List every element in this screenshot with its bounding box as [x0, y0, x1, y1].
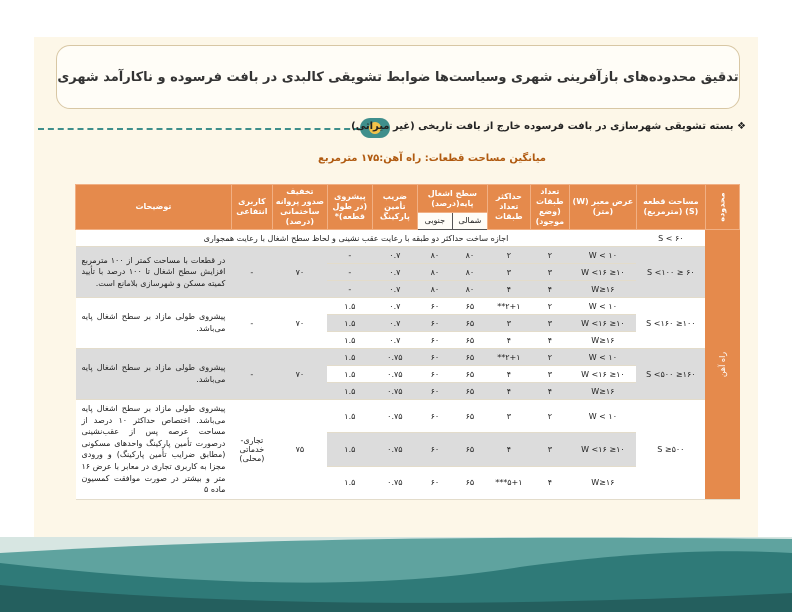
floors-cell: ۲: [530, 400, 569, 433]
south-cell: ۶۰: [417, 349, 452, 366]
parking-cell: ۰.۷: [372, 315, 417, 332]
south-cell: ۶۰: [417, 366, 452, 383]
section-subtitle: [351, 121, 746, 132]
lot-area-cell: ۱۰۰≤ S <۱۶۰: [636, 298, 705, 349]
south-cell: ۸۰: [417, 264, 452, 281]
south-cell: ۶۰: [417, 332, 452, 349]
projection-cell: ۱.۵: [327, 366, 372, 383]
header-base-occupancy: سطح اشغال پایه(درصد): [417, 185, 487, 213]
north-cell: ۶۵: [452, 332, 487, 349]
regulations-table: [75, 184, 740, 500]
projection-cell: ۱.۵: [327, 315, 372, 332]
dashed-divider: [38, 128, 360, 130]
lot-area-cell: ۶۰ ≤ S <۱۰۰: [636, 247, 705, 298]
north-cell: ۸۰: [452, 264, 487, 281]
bullet-icon: ❖: [737, 121, 746, 132]
table-row: [76, 400, 740, 433]
description-cell: پیشروی طولی مازاد بر سطح اشغال پایه می‌باشد. اختصاص حداکثر ۱۰ درصد از مساحت عرصه پس از عقب‌نشینی درصورت تأمین پارکینگ واحدهای مسکونی (مطابق ضرایب تأمین پارکینگ) و ورودی مجزا به کاربری تجاری در معابر با عرض ۱۶ متر و بیشتر در صورت موافقت کمسیون ماده ۵: [76, 400, 232, 500]
header-region: محدوده: [705, 185, 739, 230]
floors-cell: ۲: [530, 349, 569, 366]
projection-cell: -: [327, 264, 372, 281]
max-floors-cell: ۴: [487, 281, 530, 298]
width-cell: W≥۱۶: [569, 281, 636, 298]
lot-area-cell: S ≥۵۰۰: [636, 400, 705, 500]
parking-cell: ۰.۷: [372, 247, 417, 264]
discount-cell: ۷۰: [272, 247, 327, 298]
header-transfer-use: کاربری انتفاعی: [231, 185, 272, 230]
discount-cell: ۷۰: [272, 349, 327, 400]
page-title: تدقیق محدوده‌های بازآفرینی شهری وسیاست‌ها ضوابط تشویقی کالبدی در بافت فرسوده و ناکارآمد شهری: [57, 69, 739, 85]
projection-cell: ۱.۵: [327, 349, 372, 366]
north-cell: ۶۵: [452, 366, 487, 383]
width-cell: ۱۰≤ W <۱۶: [569, 264, 636, 281]
average-area-label: میانگین مساحت قطعات:: [424, 153, 546, 164]
average-area: [318, 153, 546, 164]
projection-cell: ۱.۵: [327, 433, 372, 466]
width-cell: ۱۰≤ W <۱۶: [569, 433, 636, 466]
table-row: [76, 298, 740, 315]
floors-cell: ۳: [530, 315, 569, 332]
north-cell: ۸۰: [452, 281, 487, 298]
width-cell: W≥۱۶: [569, 466, 636, 499]
region-cell: راه آهن: [705, 230, 739, 500]
max-floors-cell: ۲+۱**: [487, 349, 530, 366]
floors-cell: ۲: [530, 298, 569, 315]
parking-cell: ۰.۷۵: [372, 383, 417, 400]
floors-cell: ۴: [530, 332, 569, 349]
projection-cell: -: [327, 247, 372, 264]
north-cell: ۸۰: [452, 247, 487, 264]
header-lot-area: مساحت قطعه (S) (مترمربع): [636, 185, 705, 230]
projection-cell: ۱.۵: [327, 332, 372, 349]
header-floors-existing: تعداد طبقات (وضع موجود): [530, 185, 569, 230]
span-note-cell: اجازه ساخت حداکثر دو طبقه با رعایت عقب نشینی و لحاظ سطح اشغال با رعایت همجواری: [76, 230, 637, 247]
max-floors-cell: ۳: [487, 400, 530, 433]
south-cell: ۶۰: [417, 466, 452, 499]
north-cell: ۶۵: [452, 315, 487, 332]
header-projection: پیشروی (در طول قطعه)*: [327, 185, 372, 230]
max-floors-cell: ۴: [487, 366, 530, 383]
width-cell: ۱۰≤ W <۱۶: [569, 366, 636, 383]
north-cell: ۶۵: [452, 400, 487, 433]
floors-cell: ۳: [530, 264, 569, 281]
max-floors-cell: ۲: [487, 247, 530, 264]
max-floors-cell: ۴: [487, 332, 530, 349]
parking-cell: ۰.۷: [372, 332, 417, 349]
parking-cell: ۰.۷: [372, 264, 417, 281]
projection-cell: ۱.۵: [327, 466, 372, 499]
description-cell: در قطعات با مساحت کمتر از ۱۰۰ مترمربع افزایش سطح اشغال تا ۱۰۰ درصد با تأیید کمیته مسکن و شهرسازی بلامانع است.: [76, 247, 232, 298]
south-cell: ۸۰: [417, 281, 452, 298]
header-south: جنوبی: [417, 213, 452, 230]
table-row: [76, 247, 740, 264]
parking-cell: ۰.۷: [372, 298, 417, 315]
max-floors-cell: ۵+۱***: [487, 466, 530, 499]
south-cell: ۶۰: [417, 298, 452, 315]
header-parking-coef: ضریب تأمین پارکینگ: [372, 185, 417, 230]
parking-cell: ۰.۷۵: [372, 400, 417, 433]
average-area-value: راه آهن:۱۷۵ مترمربع: [317, 153, 422, 164]
header-max-floors: حداکثر تعداد طبقات: [487, 185, 530, 230]
table-header-row: [76, 185, 740, 213]
max-floors-cell: ۳: [487, 315, 530, 332]
north-cell: ۶۵: [452, 349, 487, 366]
lot-area-cell: ۱۶۰≤ S <۵۰۰: [636, 349, 705, 400]
max-floors-cell: ۳: [487, 264, 530, 281]
discount-cell: ۷۰: [272, 298, 327, 349]
description-cell: پیشروی طولی مازاد بر سطح اشغال پایه می‌باشد.: [76, 349, 232, 400]
projection-cell: ۱.۵: [327, 400, 372, 433]
projection-cell: ۱.۵: [327, 383, 372, 400]
max-floors-cell: ۴: [487, 383, 530, 400]
width-cell: W < ۱۰: [569, 349, 636, 366]
parking-cell: ۰.۷: [372, 281, 417, 298]
width-cell: W≥۱۶: [569, 383, 636, 400]
discount-cell: ۷۵: [272, 400, 327, 500]
lot-area-cell: S < ۶۰: [636, 230, 705, 247]
footer-wave-decoration: [0, 523, 792, 612]
south-cell: ۶۰: [417, 315, 452, 332]
parking-cell: ۰.۷۵: [372, 433, 417, 466]
north-cell: ۶۵: [452, 383, 487, 400]
floors-cell: ۳: [530, 366, 569, 383]
width-cell: W≥۱۶: [569, 332, 636, 349]
title-box: [56, 45, 740, 109]
width-cell: W < ۱۰: [569, 247, 636, 264]
north-cell: ۶۵: [452, 433, 487, 466]
projection-cell: -: [327, 281, 372, 298]
north-cell: ۶۵: [452, 466, 487, 499]
header-description: توضیحات: [76, 185, 232, 230]
use-cell: -: [231, 247, 272, 298]
south-cell: ۶۰: [417, 433, 452, 466]
table-row: [76, 230, 740, 247]
floors-cell: ۴: [530, 383, 569, 400]
width-cell: W < ۱۰: [569, 400, 636, 433]
section-subtitle-text: بسته تشویقی شهرسازی در بافت فرسوده خارج از بافت تاریخی (غیر میراثی): [351, 121, 734, 132]
projection-cell: ۱.۵: [327, 298, 372, 315]
width-cell: W < ۱۰: [569, 298, 636, 315]
parking-cell: ۰.۷۵: [372, 349, 417, 366]
width-cell: ۱۰≤ W <۱۶: [569, 315, 636, 332]
south-cell: ۸۰: [417, 247, 452, 264]
parking-cell: ۰.۷۵: [372, 366, 417, 383]
use-cell: تجاری-خدماتی (محلی): [231, 400, 272, 500]
max-floors-cell: ۴: [487, 433, 530, 466]
parking-cell: ۰.۷۵: [372, 466, 417, 499]
header-passage-width: عرض معبر (W) (متر): [569, 185, 636, 230]
table-row: [76, 349, 740, 366]
floors-cell: ۳: [530, 433, 569, 466]
floors-cell: ۲: [530, 247, 569, 264]
use-cell: -: [231, 298, 272, 349]
floors-cell: ۴: [530, 281, 569, 298]
description-cell: پیشروی طولی مازاد بر سطح اشغال پایه می‌باشد.: [76, 298, 232, 349]
max-floors-cell: ۲+۱**: [487, 298, 530, 315]
header-permit-discount: تخفیف صدور پروانه ساختمانی (درصد): [272, 185, 327, 230]
floors-cell: ۴: [530, 466, 569, 499]
header-north: شمالی: [452, 213, 487, 230]
use-cell: -: [231, 349, 272, 400]
south-cell: ۶۰: [417, 383, 452, 400]
north-cell: ۶۵: [452, 298, 487, 315]
south-cell: ۶۰: [417, 400, 452, 433]
